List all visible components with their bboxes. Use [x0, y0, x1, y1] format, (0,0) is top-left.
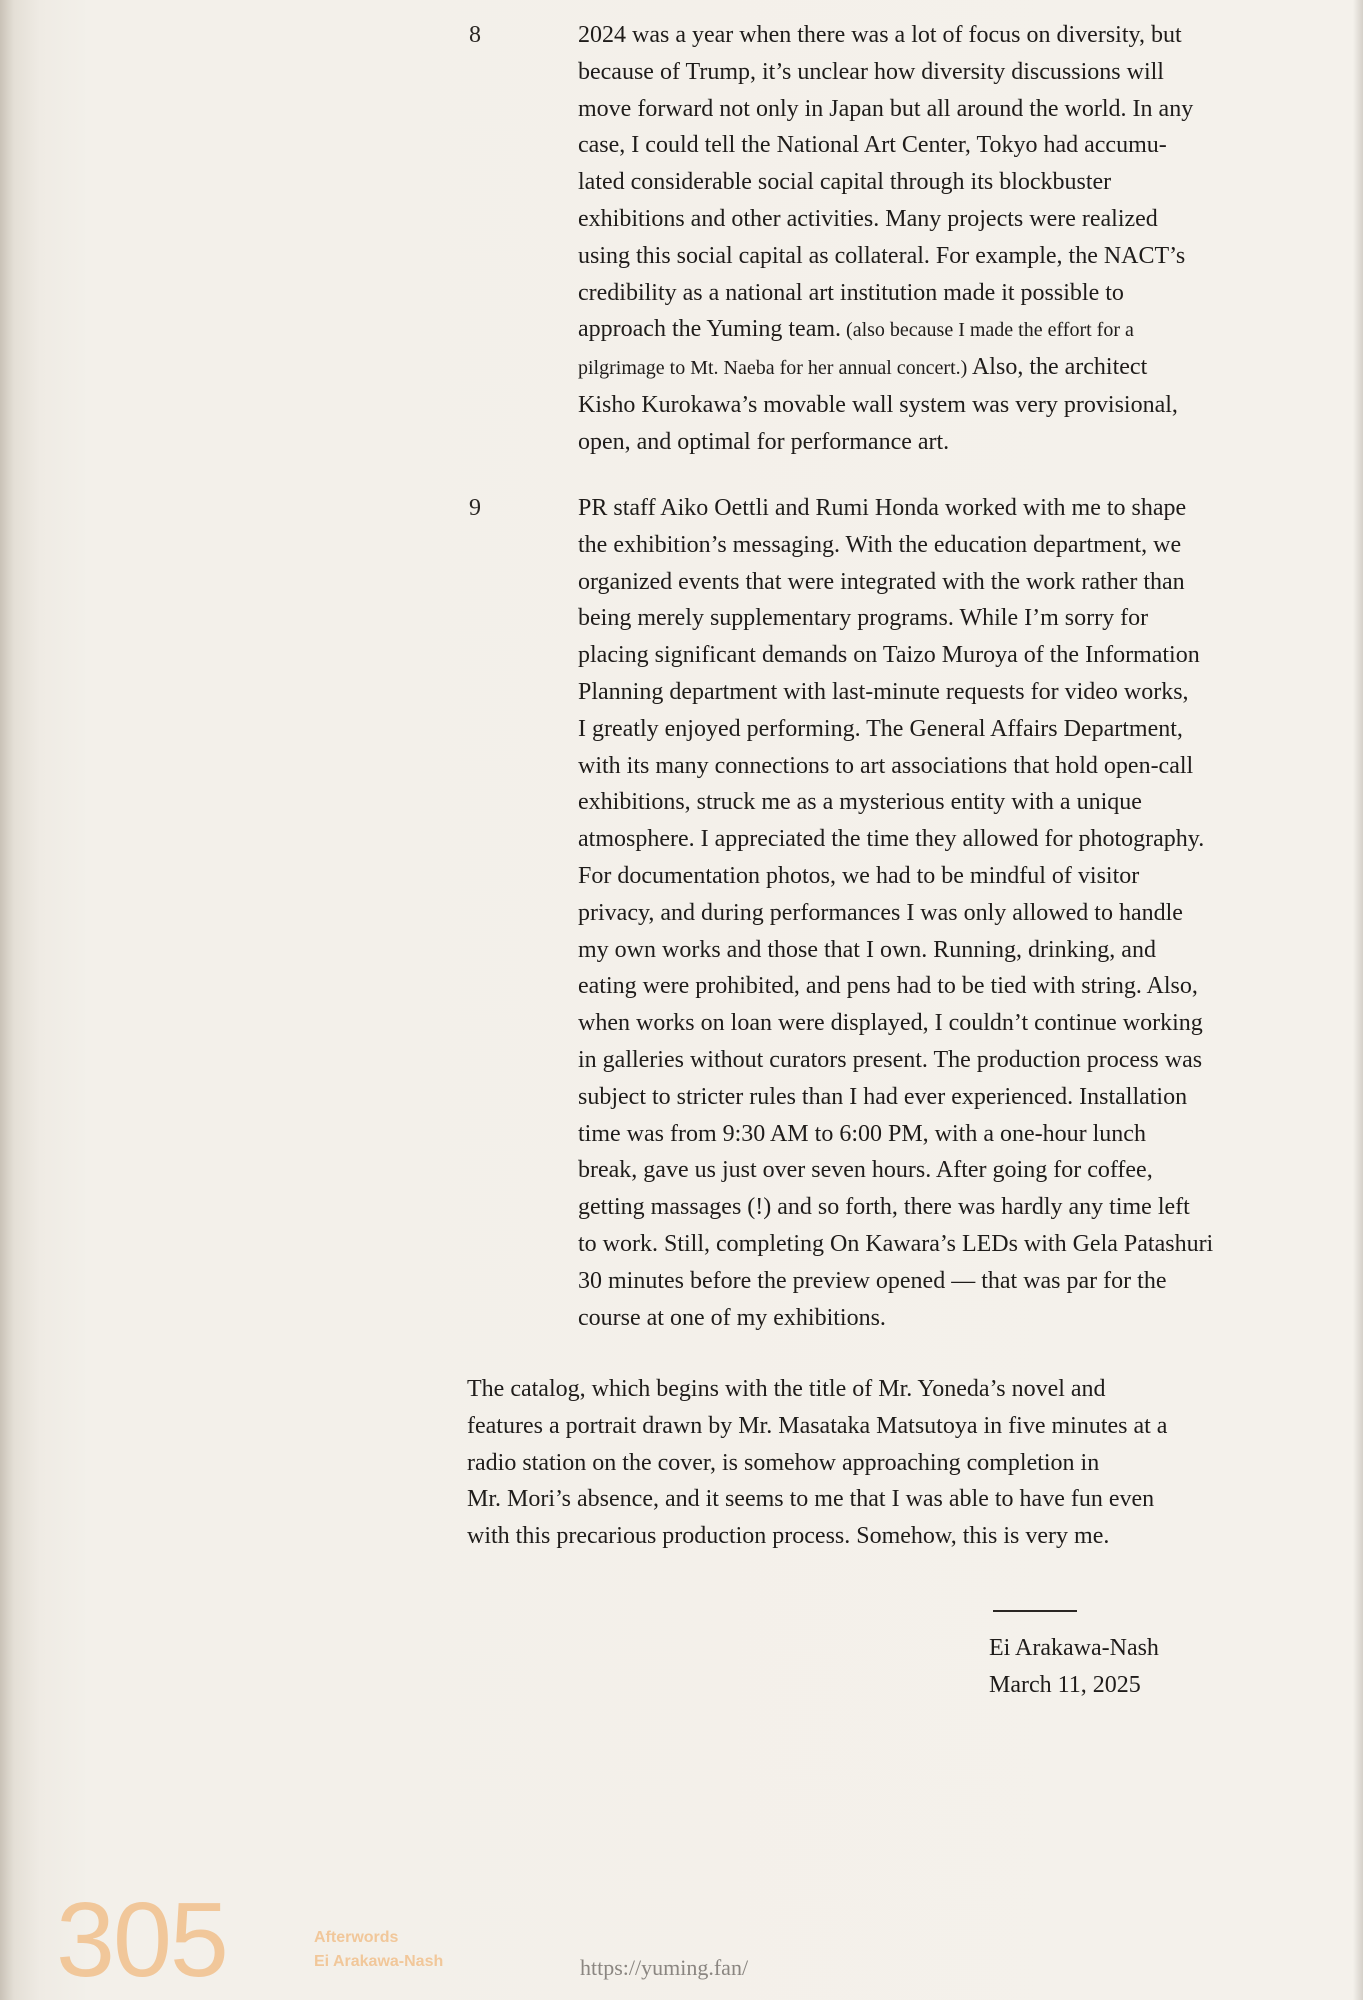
signature-block	[989, 1630, 1159, 1704]
text-line: placing significant demands on Taizo Muroya of the Information	[578, 642, 1200, 669]
note-text	[578, 17, 1338, 461]
text-line: For documentation photos, we had to be mindful of visitor	[578, 862, 1140, 889]
text-line: privacy, and during performances I was only allowed to handle	[578, 899, 1183, 926]
text-line: with this precarious production process. Somehow, this is very me.	[467, 1523, 1110, 1550]
text-line: exhibitions and other activities. Many projects were realized	[578, 205, 1158, 232]
text-line: my own works and those that I own. Running, drinking, and	[578, 936, 1156, 963]
note-number: 9	[469, 495, 481, 521]
text-line: in galleries without curators present. The production process was	[578, 1046, 1203, 1073]
text-aside: (also because I made the effort for a	[841, 319, 1134, 342]
text-line: PR staff Aiko Oettli and Rumi Honda worked with me to shape	[578, 495, 1187, 521]
text-main: Also, the architect	[967, 354, 1148, 381]
signature-date: March 11, 2025	[989, 1671, 1141, 1698]
text-line: the exhibition’s messaging. With the education department, we	[578, 531, 1182, 558]
text-line: The catalog, which begins with the title of Mr. Yoneda’s novel and	[467, 1376, 1106, 1402]
text-line: open, and optimal for performance art.	[578, 428, 950, 455]
text-line: because of Trump, it’s unclear how diversity discussions will	[578, 58, 1164, 85]
text-aside: pilgrimage to Mt. Naeba for her annual concert.)	[578, 357, 968, 380]
text-line: I greatly enjoyed performing. The General Affairs Department,	[578, 715, 1183, 742]
text-line: case, I could tell the National Art Center, Tokyo had accumu-	[578, 132, 1167, 159]
text-line: radio station on the cover, is somehow approaching completion in	[467, 1449, 1100, 1476]
page-edge-shadow	[1353, 0, 1363, 2000]
text-line	[578, 311, 1338, 349]
text-line: credibility as a national art institution made it possible to	[578, 279, 1124, 306]
text-line: course at one of my exhibitions.	[578, 1304, 886, 1331]
text-line	[578, 349, 1338, 387]
text-line: move forward not only in Japan but all around the world. In any	[578, 95, 1194, 122]
text-line: being merely supplementary programs. While I’m sorry for	[578, 605, 1149, 632]
text-line: when works on loan were displayed, I couldn’t continue working	[578, 1010, 1203, 1037]
signature-rule	[993, 1610, 1077, 1612]
text-line: Planning department with last-minute requests for video works,	[578, 678, 1189, 705]
text-line: exhibitions, struck me as a mysterious entity with a unique	[578, 789, 1142, 816]
note-number: 8	[469, 22, 481, 48]
text-line: using this social capital as collateral. For example, the NACT’s	[578, 242, 1186, 269]
text-line: Mr. Mori’s absence, and it seems to me that I was able to have fun even	[467, 1486, 1155, 1513]
text-line: to work. Still, completing On Kawara’s LEDs with Gela Patashuri	[578, 1230, 1214, 1257]
text-line: getting massages (!) and so forth, there was hardly any time left	[578, 1194, 1190, 1221]
signature-name: Ei Arakawa-Nash	[989, 1635, 1159, 1661]
text-line: 30 minutes before the preview opened — that was par for the	[578, 1267, 1167, 1294]
text-line: atmosphere. I appreciated the time they allowed for photography.	[578, 826, 1205, 853]
text-line: subject to stricter rules than I had ever experienced. Installation	[578, 1083, 1188, 1110]
text-line: with its many connections to art associations that hold open-call	[578, 752, 1194, 779]
text-line: break, gave us just over seven hours. After going for coffee,	[578, 1157, 1153, 1184]
text-line: 2024 was a year when there was a lot of focus on diversity, but	[578, 22, 1182, 48]
text-line: organized events that were integrated with the work rather than	[578, 568, 1185, 595]
page-number: 305	[56, 1881, 227, 1999]
text-line: eating were prohibited, and pens had to be tied with string. Also,	[578, 973, 1198, 1000]
text-main: approach the Yuming team.	[578, 316, 842, 343]
running-head-author: Ei Arakawa-Nash	[314, 1953, 444, 1970]
text-line: features a portrait drawn by Mr. Masataka Matsutoya in five minutes at a	[467, 1412, 1168, 1439]
text-line: lated considerable social capital through its blockbuster	[578, 169, 1112, 196]
running-head-section: Afterwords	[314, 1929, 399, 1946]
text-line: Kisho Kurokawa’s movable wall system was very provisional,	[578, 391, 1178, 418]
text-line: time was from 9:30 AM to 6:00 PM, with a one-hour lunch	[578, 1120, 1146, 1147]
watermark-url: https://yuming.fan/	[580, 1955, 749, 1980]
running-head	[314, 1926, 443, 1974]
closing-paragraph	[467, 1371, 1327, 1555]
note-text	[578, 490, 1338, 1336]
